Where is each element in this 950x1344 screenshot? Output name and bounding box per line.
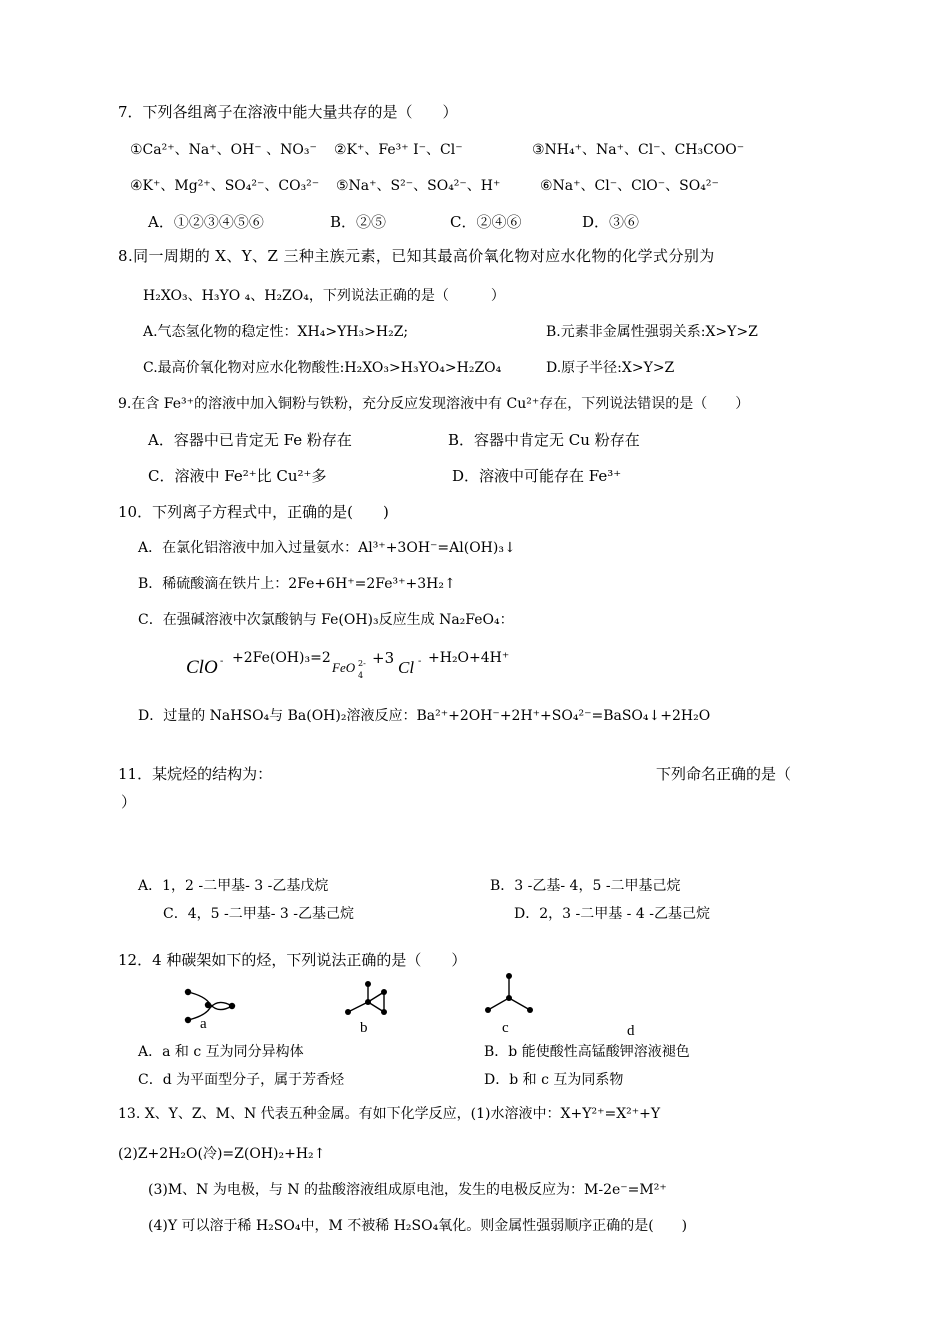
q7-ion-group-2: ②K⁺、Fe³⁺ I⁻、Cl⁻ [334,142,463,158]
q7-ion-group-6: ⑥Na⁺、Cl⁻、ClO⁻、SO₄²⁻ [540,178,719,194]
q8-option-c: C.最高价氧化物对应水化物酸性:H₂XO₃>H₃YO₄>H₂ZO₄ [143,360,502,376]
eq-tail: +H₂O+4H⁺ [428,650,510,666]
eq-feo-sub: 4 [358,671,364,680]
q9-option-c: C．溶液中 Fe²⁺比 Cu²⁺多 [148,467,327,485]
q11-option-a: A．1，2 -二甲基- 3 -乙基戊烷 [138,878,329,894]
q11-option-c: C．4，5 -二甲基- 3 -乙基己烷 [163,906,354,922]
q8-option-a: A.气态氢化物的稳定性：XH₄>YH₃>H₂Z; [143,324,409,340]
q12-option-a: A．a 和 c 互为同分异构体 [138,1044,304,1060]
q11-right-text: 下列命名正确的是（ [656,765,792,783]
eq-feo-charge: 2- [358,659,366,668]
carbon-skeleton-a [178,984,248,1032]
eq-feo: FeO [332,660,356,675]
carbon-skeleton-c [480,970,540,1020]
skeleton-label-b: b [360,1020,368,1036]
q7-ion-group-4: ④K⁺、Mg²⁺、SO₄²⁻、CO₃²⁻ [130,178,320,194]
q10-option-a: A．在氯化铝溶液中加入过量氨水：Al³⁺+3OH⁻=Al(OH)₃↓ [138,540,516,556]
skeleton-label-c: c [502,1020,509,1036]
eq-cl-charge: - [418,656,422,667]
q13-stem: 13. X、Y、Z、M、N 代表五种金属。有如下化学反应，(1)水溶液中：X+Y²⁺=X²⁺+Y [118,1106,661,1122]
q7-ion-group-5: ⑤Na⁺、S²⁻、SO₄²⁻、H⁺ [336,178,501,194]
q7-option-a: A．①②③④⑤⑥ [148,213,264,231]
q7-option-c: C．②④⑥ [450,213,522,231]
q11-paren: ） [121,793,137,811]
q8-formulas: H₂XO₃、H₃YO ₄、H₂ZO₄，下列说法正确的是（ ） [143,288,505,304]
skeleton-label-a: a [200,1016,207,1032]
q8-stem: 8.同一周期的 X、Y、Z 三种主族元素，已知其最高价氧化物对应水化物的化学式分别为 [118,247,715,265]
q11-option-d: D．2，3 -二甲基 - 4 -乙基己烷 [514,906,710,922]
q9-option-d: D．溶液中可能存在 Fe³⁺ [452,467,622,485]
q8-option-b: B.元素非金属性强弱关系:X>Y>Z [546,324,758,340]
q9-option-b: B．容器中肯定无 Cu 粉存在 [448,431,640,449]
q11-option-b: B．3 -乙基- 4，5 -二甲基己烷 [490,878,681,894]
q9-option-a: A．容器中已肯定无 Fe 粉存在 [148,431,352,449]
q12-option-b: B．b 能使酸性高锰酸钾溶液褪色 [484,1044,690,1060]
q11-stem: 11．某烷烃的结构为： [118,765,273,783]
q10-option-b: B．稀硫酸滴在铁片上：2Fe+6H⁺=2Fe³⁺+3H₂↑ [138,576,456,592]
eq-clo-charge: - [220,656,224,667]
q7-ion-group-1: ①Ca²⁺、Na⁺、OH⁻ 、NO₃⁻ [130,142,317,158]
eq-clo: ClO [186,657,218,678]
q10-stem: 10．下列离子方程式中，正确的是( ) [118,503,389,521]
q9-stem: 9.在含 Fe³⁺的溶液中加入铜粉与铁粉，充分反应发现溶液中有 Cu²⁺存在，下列说法错误的是（ ） [118,396,750,412]
q7-option-b: B．②⑤ [330,213,387,231]
carbon-skeleton-b [340,976,400,1026]
q12-option-d: D．b 和 c 互为同系物 [484,1072,624,1088]
eq-cl: Cl [398,658,415,677]
q8-option-d: D.原子半径:X>Y>Z [546,360,675,376]
q10-option-d: D．过量的 NaHSO₄与 Ba(OH)₂溶液反应：Ba²⁺+2OH⁻+2H⁺+SO₄²⁻=BaSO₄↓+2H₂O [138,708,711,724]
q7-ion-group-3: ③NH₄⁺、Na⁺、Cl⁻、CH₃COO⁻ [532,142,745,158]
q7-option-d: D．③⑥ [582,213,640,231]
q12-option-c: C．d 为平面型分子，属于芳香烃 [138,1072,345,1088]
eq-plus3: +3 [372,649,395,667]
q13-reaction-3: (3)M、N 为电极，与 N 的盐酸溶液组成原电池，发生的电极反应为：M-2e⁻=M²⁺ [148,1182,667,1198]
skeleton-label-d: d [627,1023,635,1039]
q13-reaction-4: (4)Y 可以溶于稀 H₂SO₄中，M 不被稀 H₂SO₄氧化。则金属性强弱顺序正确的是( ) [148,1218,688,1234]
eq-mid: +2Fe(OH)₃=2 [232,650,331,666]
q10-option-c: C．在强碱溶液中次氯酸钠与 Fe(OH)₃反应生成 Na₂FeO₄： [138,612,514,628]
q7-stem: 7．下列各组离子在溶液中能大量共存的是（ ） [118,103,458,121]
q13-reaction-2: (2)Z+2H₂O(冷)=Z(OH)₂+H₂↑ [118,1146,326,1162]
q12-stem: 12．4 种碳架如下的烃，下列说法正确的是（ ） [118,951,467,969]
